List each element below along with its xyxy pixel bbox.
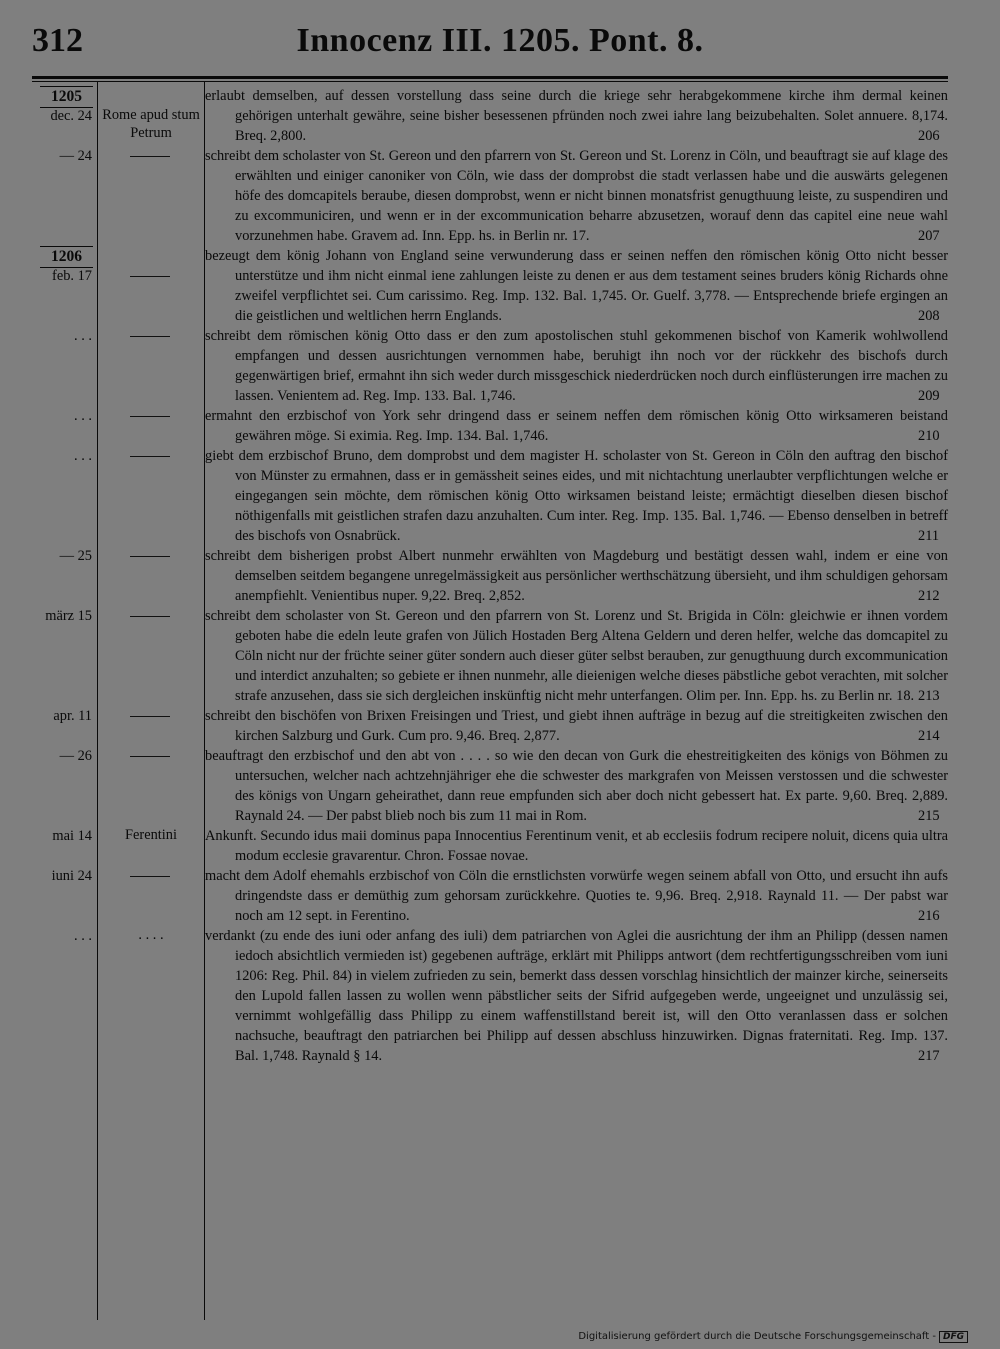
entry-text: bezeugt dem könig Johann von England seine verwunderung dass er seinen neffen den römischen könig Otto nicht besser unterstütze und ihm nicht einmal iene zahlungen leiste zu denen er aus dem testament seines bruders könig Richards ohne zweifel verpflichtet sei. Cum carissimo. Reg. Imp. 132. Bal. 1,745. Or. Guelf. 3,778. — Entsprechende briefe ergingen an die geistlichen und weltlichen herrn Englands. 208: [205, 248, 948, 324]
entry-place: Rome apud stum Petrum: [102, 107, 200, 141]
regest-entries: [32, 86, 948, 1066]
regest-entry: [32, 446, 948, 546]
regest-entry: [32, 746, 948, 826]
regest-entry: [32, 926, 948, 1066]
entry-body: schreibt dem römischen könig Otto dass er den zum apostolischen stuhl gekommenen bischof von Kamerik wohlwollend empfangen und dessen ausrichtungen vernommen habe, beruhigt ihn noch vor der rückkehr des bischofs durch gegenwärtigen brief, ermahnt ihn sich weder durch missgeschick niederdrücken noch durch einflüsterungen irre machen zu lassen. Venientem ad. Reg. Imp. 133. Bal. 1,746.: [205, 328, 948, 404]
entry-place: . . . .: [138, 927, 164, 943]
entry-place: Ferentini: [125, 827, 177, 843]
regest-entry: [32, 406, 948, 446]
entry-text: giebt dem erzbischof Bruno, dem domprobst und dem magister H. scholaster von St. Gereon in Cöln den auftrag den bischof von Münster zu ermahnen, dass er in gemässheit seines eides, und mit nichtachtung unerlaubter verpflichtungen welche er eingegangen sein möchte, dem römischen könig Otto wirksamen beistand leiste; ermächtigt dieselben diesen bischof nöthigenfalls mit geistlichen strafen dazu anzuhalten. Cum inter. Reg. Imp. 135. Bal. 1,746. — Ebenso denselben in betreff des bischofs von Osnabrück. 211: [205, 448, 948, 544]
entry-body: schreibt dem bisherigen probst Albert nunmehr erwählten von Magdeburg und bestätigt dessen wahl, indem er eine von demselben seitdem begangene unregelmässigkeit aus persönlicher werthschätzung übersieht, und ihm schuldigen gehorsam anempfiehlt. Venientibus nuper. 9,22. Breq. 2,852.: [205, 548, 948, 604]
entry-text: schreibt dem scholaster von St. Gereon und den pfarrern von St. Lorenz und St. Brigida in Cöln: gleichwie er ihnen vordem geboten habe die edeln leute grafen von Jülich Hostaden Berg Altena Geldern und deren helfer, welche das domcapitel zu Cöln nicht nur der früchte seiner güter sondern auch dieser güter selbst berauben, zur genugthuung durch excommunication und interdict anzuhalten; so gebiete er ihnen nunmehr, alle dieienigen welche dieses päbstliche gebot verachten, mit solcher strafe anzusehen, dass sie sich dergleichen inskünftig nicht mehr unterfangen. Olim per. Inn. Epp. hs. zu Berlin nr. 18. 213: [205, 608, 948, 704]
regest-entry: [32, 606, 948, 706]
entry-body: macht dem Adolf ehemahls erzbischof von Cöln die ernstlichsten vorwürfe wegen seinem abfall von Otto, und ersucht ihn aufs dringendste dass er demüthig zum gehorsam zurückkehre. Quoties te. 9,96. Breq. 2,918. Raynald 11. — Der pabst war noch am 12 sept. in Ferentino.: [205, 868, 948, 924]
same-place-dash: [130, 416, 170, 417]
entry-date: feb. 17: [52, 268, 92, 284]
entry-date: . . .: [74, 408, 92, 424]
entry-body: erlaubt demselben, auf dessen vorstellung dass seine durch die kriege sehr herabgekommene kirche ihm dermal keinen gehörigen unterhalt gewähre, seine bisher besessenen pfründen noch zwei iahre lang beizubehalten. Solet annuere. 8,174. Breq. 2,800.: [205, 88, 948, 144]
entry-text: macht dem Adolf ehemahls erzbischof von Cöln die ernstlichsten vorwürfe wegen seinem abfall von Otto, und ersucht ihn aufs dringendste dass er demüthig zum gehorsam zurückkehre. Quoties te. 9,96. Breq. 2,918. Raynald 11. — Der pabst war noch am 12 sept. in Ferentino. 216: [205, 868, 948, 924]
year-heading: 1206: [40, 246, 93, 268]
entry-text: schreibt dem römischen könig Otto dass er den zum apostolischen stuhl gekommenen bischof von Kamerik wohlwollend empfangen und dessen ausrichtungen vernommen habe, beruhigt ihn noch vor der rückkehr des bischofs durch gegenwärtigen brief, ermahnt ihn sich weder durch missgeschick niederdrücken noch durch einflüsterungen irre machen zu lassen. Venientem ad. Reg. Imp. 133. Bal. 1,746. 209: [205, 328, 948, 404]
entry-date: — 24: [59, 148, 92, 164]
entry-date: . . .: [74, 448, 92, 464]
regest-entry: [32, 706, 948, 746]
entry-body: ermahnt den erzbischof von York sehr dringend dass er seinem neffen dem römischen könig Otto wirksameren beistand gewähren möge. Si eximia. Reg. Imp. 134. Bal. 1,746.: [205, 408, 948, 444]
entry-body: schreibt dem scholaster von St. Gereon und den pfarrern von St. Lorenz und St. Brigida in Cöln: gleichwie er ihnen vordem geboten habe die edeln leute grafen von Jülich Hostaden Berg Altena Geldern und deren helfer, welche das domcapitel zu Cöln nicht nur der früchte seiner güter sondern auch dieser güter selbst berauben, zur genugthuung durch excommunication und interdict anzuhalten; so gebiete er ihnen nunmehr, alle dieienigen welche dieses päbstliche gebot verachten, mit solcher strafe anzusehen, dass sie sich dergleichen inskünftig nicht mehr unterfangen. Olim per. Inn. Epp. hs. zu Berlin nr. 18.: [205, 608, 948, 704]
entry-text: schreibt dem scholaster von St. Gereon und den pfarrern von St. Gereon und St. Lorenz in Cöln, und beauftragt sie auf klage des erwählten und einiger canoniker von Cöln, wie dass der domprobst die stadt verlassen habe und die auswärts gelegenen höfe des domcapitels beraube, diesen domprobst, wenn er nicht binnen monatsfrist genugthuung leiste, zu suspendiren und zu excommuniciren, und wenn er in der excommunication beharre abzusetzen, worauf denn das capitel eine neue wahl vorzunehmen habe. Gravem ad. Inn. Epp. hs. in Berlin nr. 17. 207: [205, 148, 948, 244]
header-rule-thin: [32, 81, 948, 82]
regest-entry: [32, 866, 948, 926]
same-place-dash: [130, 276, 170, 277]
same-place-dash: [130, 156, 170, 157]
same-place-dash: [130, 556, 170, 557]
running-title: Innocenz III. 1205. Pont. 8.: [296, 22, 704, 59]
same-place-dash: [130, 336, 170, 337]
entry-body: bezeugt dem könig Johann von England seine verwunderung dass er seinen neffen den römischen könig Otto nicht besser unterstütze und ihm nicht einmal iene zahlungen leiste zu denen er aus dem testament seines bruders könig Richards ohne zweifel verpflichtet sei. Cum carissimo. Reg. Imp. 132. Bal. 1,745. Or. Guelf. 3,778. — Entsprechende briefe ergingen an die geistlichen und weltlichen herrn Englands.: [205, 248, 948, 324]
entry-body: schreibt den bischöfen von Brixen Freisingen und Triest, und giebt ihnen aufträge in bezug auf die streitigkeiten zwischen den kirchen Salzburg und Gurk. Cum pro. 9,46. Breq. 2,877.: [205, 708, 948, 744]
entry-date: . . .: [74, 928, 92, 944]
entry-body: beauftragt den erzbischof und den abt von . . . . so wie den decan von Gurk die ehestreitigkeiten des königs von Böhmen zu untersuchen, welcher nach achtzehnjähriger ehe die schwester des markgrafen von Meissen verstossen und die schwester des königs von Ungarn geheirathet, dann reue empfunden sich aber doch nicht gebessert hat. Ex parte. 9,60. Breq. 2,889. Raynald 24. — Der pabst blieb noch bis zum 11 mai in Rom.: [205, 748, 948, 824]
regest-entry: [32, 546, 948, 606]
page-number: 312: [32, 22, 83, 59]
entry-date: mai 14: [52, 828, 92, 844]
dfg-logo: DFG: [939, 1331, 968, 1343]
regest-entry: [32, 246, 948, 326]
entry-text: schreibt den bischöfen von Brixen Freisingen und Triest, und giebt ihnen aufträge in bezug auf die streitigkeiten zwischen den kirchen Salzburg und Gurk. Cum pro. 9,46. Breq. 2,877. 214: [205, 708, 948, 744]
regest-entry: [32, 86, 948, 146]
entry-date: . . .: [74, 328, 92, 344]
entry-text: schreibt dem bisherigen probst Albert nunmehr erwählten von Magdeburg und bestätigt dessen wahl, indem er eine von demselben seitdem begangene unregelmässigkeit aus persönlicher werthschätzung übersieht, und ihm schuldigen gehorsam anempfiehlt. Venientibus nuper. 9,22. Breq. 2,852. 212: [205, 548, 948, 604]
entry-text: ermahnt den erzbischof von York sehr dringend dass er seinem neffen dem römischen könig Otto wirksameren beistand gewähren möge. Si eximia. Reg. Imp. 134. Bal. 1,746. 210: [205, 408, 948, 444]
entry-body: Ankunft. Secundo idus maii dominus papa Innocentius Ferentinum venit, et ab ecclesiis fodrum recipere noluit, dicens quia ultra modum ecclesie gravarentur. Chron. Fossae novae.: [205, 828, 948, 864]
entry-text: [205, 826, 948, 866]
same-place-dash: [130, 756, 170, 757]
regest-entry: [32, 326, 948, 406]
year-heading: 1205: [40, 86, 93, 108]
entry-text: beauftragt den erzbischof und den abt von . . . . so wie den decan von Gurk die ehestreitigkeiten des königs von Böhmen zu untersuchen, welcher nach achtzehnjähriger ehe die schwester des markgrafen von Meissen verstossen und die schwester des königs von Ungarn geheirathet, dann reue empfunden sich aber doch nicht gebessert hat. Ex parte. 9,60. Breq. 2,889. Raynald 24. — Der pabst blieb noch bis zum 11 mai in Rom. 215: [205, 748, 948, 824]
entry-date: — 25: [59, 548, 92, 564]
entry-text: erlaubt demselben, auf dessen vorstellung dass seine durch die kriege sehr herabgekommene kirche ihm dermal keinen gehörigen unterhalt gewähre, seine bisher besessenen pfründen noch zwei iahre lang beizubehalten. Solet annuere. 8,174. Breq. 2,800. 206: [205, 88, 948, 144]
entry-body: giebt dem erzbischof Bruno, dem domprobst und dem magister H. scholaster von St. Gereon in Cöln den auftrag den bischof von Münster zu ermahnen, dass er in gemässheit seines eides, und mit nichtachtung unerlaubter verpflichtungen welche er eingegangen sein möchte, dem römischen könig Otto wirksamen beistand leiste; ermächtigt dieselben diesen bischof nöthigenfalls mit geistlichen strafen dazu anzuhalten. Cum inter. Reg. Imp. 135. Bal. 1,746. — Ebenso denselben in betreff des bischofs von Osnabrück.: [205, 448, 948, 544]
entry-date: — 26: [59, 748, 92, 764]
regest-entry: [32, 826, 948, 866]
entry-text: verdankt (zu ende des iuni oder anfang des iuli) dem patriarchen von Aglei die ausrichtung der ihm an Philipp (dessen namen iedoch absichtlich vermieden ist) gegebenen aufträge, erklärt mit Philipps antwort (dem rechtfertigungsschreiben vom iuni 1206: Reg. Phil. 84) in vielem zufrieden zu sein, bemerkt dass dessen vorschlag hinsichtlich der mainzer kirche, seinerseits den Lupold fallen lassen zu wollen wenn päbstlicher seits der Sifrid aufgegeben werde, ungeeignet und unzulässig sei, vernimmt wohlgefällig dass Philipp zu einem waffenstillstand bereit ist, will den Otto veranlassen dass er solchen nachsuche, beauftragt den patriarchen bei Philipp auf dessen abschluss hinzuwirken. Dignas fraternitati. Reg. Imp. 137. Bal. 1,748. Raynald § 14. 217: [205, 928, 948, 1064]
header-rule-thick: [32, 76, 948, 79]
footer-credit: [578, 1331, 968, 1343]
entry-body: schreibt dem scholaster von St. Gereon und den pfarrern von St. Gereon und St. Lorenz in Cöln, und beauftragt sie auf klage des erwählten und einiger canoniker von Cöln, wie dass der domprobst die stadt verlassen habe und die auswärts gelegenen höfe des domcapitels beraube, diesen domprobst, wenn er nicht binnen monatsfrist genugthuung leiste, zu suspendiren und zu excommuniciren, und wenn er in der excommunication beharre abzusetzen, worauf denn das capitel eine neue wahl vorzunehmen habe. Gravem ad. Inn. Epp. hs. in Berlin nr. 17.: [205, 148, 948, 244]
regest-entry: [32, 146, 948, 246]
entry-body: verdankt (zu ende des iuni oder anfang des iuli) dem patriarchen von Aglei die ausrichtung der ihm an Philipp (dessen namen iedoch absichtlich vermieden ist) gegebenen aufträge, erklärt mit Philipps antwort (dem rechtfertigungsschreiben vom iuni 1206: Reg. Phil. 84) in vielem zufrieden zu sein, bemerkt dass dessen vorschlag hinsichtlich der mainzer kirche, seinerseits den Lupold fallen lassen zu wollen wenn päbstlicher seits der Sifrid aufgegeben werde, ungeeignet und unzulässig sei, vernimmt wohlgefällig dass Philipp zu einem waffenstillstand bereit ist, will den Otto veranlassen dass er solchen nachsuche, beauftragt den patriarchen bei Philipp auf dessen abschluss hinzuwirken. Dignas fraternitati. Reg. Imp. 137. Bal. 1,748. Raynald § 14.: [205, 928, 948, 1064]
same-place-dash: [130, 876, 170, 877]
entry-date: iuni 24: [51, 868, 92, 884]
same-place-dash: [130, 616, 170, 617]
entry-date: dec. 24: [50, 108, 92, 124]
entry-date: märz 15: [45, 608, 92, 624]
page-header: [0, 22, 1000, 72]
same-place-dash: [130, 716, 170, 717]
footer-text: Digitalisierung gefördert durch die Deutsche Forschungsgemeinschaft -: [578, 1331, 936, 1342]
same-place-dash: [130, 456, 170, 457]
entry-date: apr. 11: [53, 708, 92, 724]
